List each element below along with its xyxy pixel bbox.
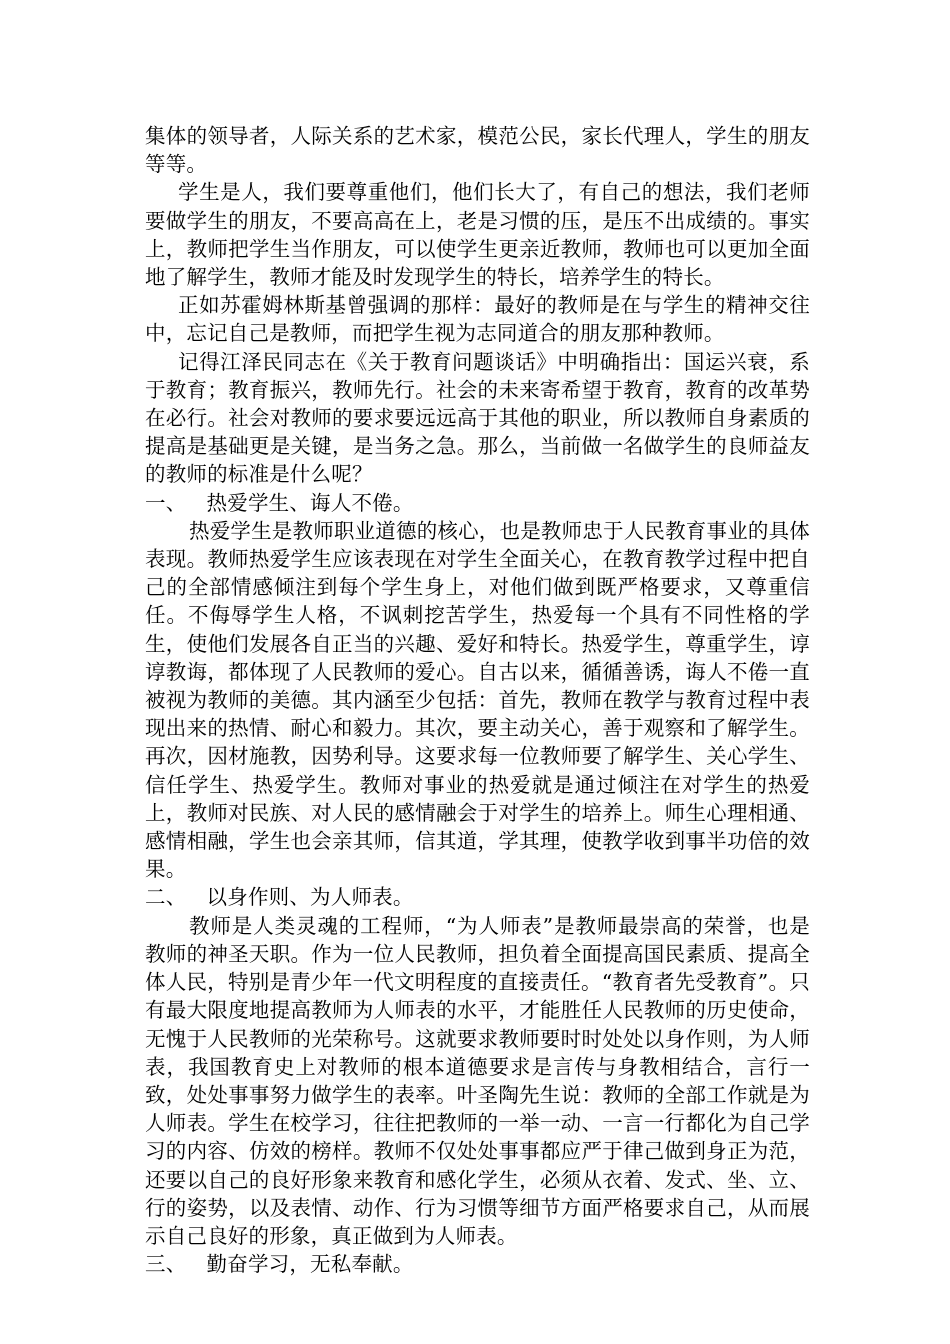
paragraph: 学生是人，我们要尊重他们，他们长大了，有自己的想法，我们老师要做学生的朋友，不要高高在上，老是习惯的压，是压不出成绩的。事实上，教师把学生当作朋友，可以使学生更亲近教师，教师也可以更加全面地了解学生，教师才能及时发现学生的特长，培养学生的特长。 bbox=[145, 180, 810, 290]
section-heading: 一、 热爱学生、诲人不倦。 bbox=[145, 490, 414, 515]
section-heading: 三、 勤奋学习，无私奉献。 bbox=[145, 1252, 414, 1277]
section-heading: 二、 以身作则、为人师表。 bbox=[145, 885, 414, 910]
paragraph: 集体的领导者，人际关系的艺术家，模范公民，家长代理人，学生的朋友等等。 bbox=[145, 124, 810, 177]
paragraph: 教师是人类灵魂的工程师，“为人师表”是教师最崇高的荣誉，也是教师的神圣天职。作为一位人民教师，担负着全面提高国民素质、提高全体人民，特别是青少年一代文明程度的直接责任。“教育者先受教育”。只有最大限度地提高教师为人师表的水平，才能胜任人民教师的历史使命，无愧于人民教师的光荣称号。这就要求教师要时时处处以身作则，为人师表，我国教育史上对教师的根本道德要求是言传与身教相结合，言行一致，处处事事努力做学生的表率。叶圣陶先生说：教师的全部工作就是为人师表。学生在校学习，往往把教师的一举一动、一言一行都化为自己学习的内容、仿效的榜样。教师不仅处处事事都应严于律己做到身正为范，还要以自己的良好形象来教育和感化学生，必须从衣着、发式、坐、立、行的姿势，以及表情、动作、行为习惯等细节方面严格要求自己，从而展示自己良好的形象，真正做到为人师表。 bbox=[145, 913, 810, 1248]
document-body bbox=[145, 122, 810, 1278]
paragraph: 热爱学生是教师职业道德的核心，也是教师忠于人民教育事业的具体表现。教师热爱学生应该表现在对学生全面关心，在教育教学过程中把自己的全部情感倾注到每个学生身上，对他们做到既严格要求，又尊重信任。不侮辱学生人格，不讽刺挖苦学生，热爱每一个具有不同性格的学生，使他们发展各自正当的兴趣、爱好和特长。热爱学生，尊重学生，谆谆教诲，都体现了人民教师的爱心。自古以来，循循善诱，诲人不倦一直被视为教师的美德。其内涵至少包括：首先，教师在教学与教育过程中表现出来的热情、耐心和毅力。其次，要主动关心，善于观察和了解学生。再次，因材施教，因势利导。这要求每一位教师要了解学生、关心学生、信任学生、热爱学生。教师对事业的热爱就是通过倾注在对学生的热爱上，教师对民族、对人民的感情融会于对学生的培养上。师生心理相通、感情相融，学生也会亲其师，信其道，学其理，使教学收到事半功倍的效果。 bbox=[145, 518, 810, 882]
paragraph: 正如苏霍姆林斯基曾强调的那样：最好的教师是在与学生的精神交往中，忘记自己是教师，而把学生视为志同道合的朋友那种教师。 bbox=[145, 293, 810, 346]
paragraph: 记得江泽民同志在《关于教育问题谈话》中明确指出：国运兴衰，系于教育；教育振兴，教师先行。社会的未来寄希望于教育，教育的改革势在必行。社会对教师的要求要远远高于其他的职业，所以教师自身素质的提高是基础更是关键，是当务之急。那么，当前做一名做学生的良师益友的教师的标准是什么呢？ bbox=[145, 349, 810, 487]
